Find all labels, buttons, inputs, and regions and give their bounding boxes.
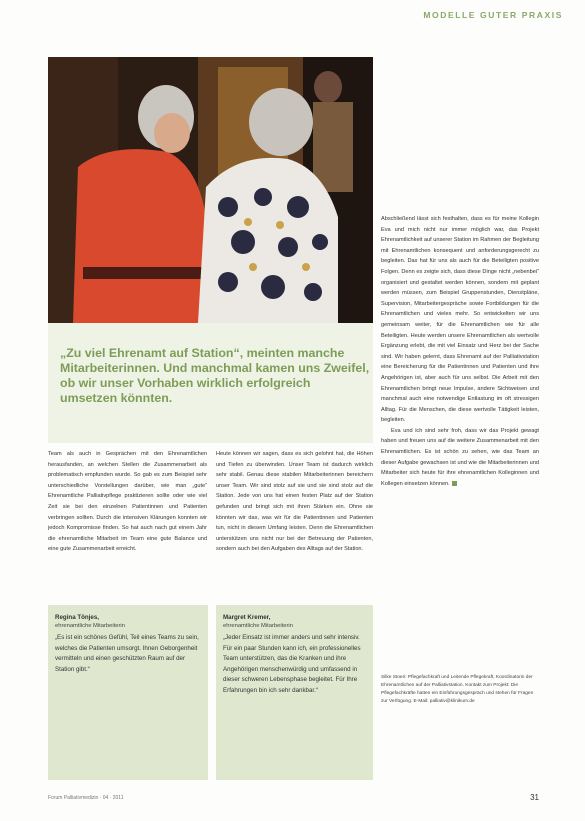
testimonial-role: ehrenamtliche Mitarbeiterin [223, 623, 293, 629]
testimonial-name: Margret Kremer, [223, 614, 271, 621]
body-column-2: Heute können wir sagen, dass es sich gelohnt hat, die Höhen und Tiefen zu überwinden. Unser Team ist dadurch wirklich sehr stabil. Genau diese stabilen Mitarbeiterinnen bereichern unser Team. Wir sind stolz auf sie und sie sind stolz auf die Station. Jede von uns hat einen festen Platz auf der Station gefunden und bringt sich mit ihren Stärken ein. Ohne sie könnten wir das, was wir für die Patientinnen und Patienten tun, nicht in diesem Umfang leisten. Denn die Ehrenamtlichen unterstützen uns nicht nur bei der Betreuung der Patienten, sondern auch bei den Aufgaben des Alltags auf der Station. [216, 451, 373, 553]
body-column-1: Team als auch in Gesprächen mit den Ehrenamtlichen herausfanden, an welchen Stellen die Zusammenarbeit als problematisch empfunden wurde. So gab es zum Beispiel sehr unterschiedliche Vorstellungen darüber, wie man „gute“ Ehrenamtliche Palliativpflege praktizieren sollte oder wie viel Zeit sie bei den einzelnen Patientinnen und Patienten verbringen sollten. Durch die intensiven Klärungen konnten wir jedoch Kompromisse finden. So hat auch nach gut einem Jahr die ehrenamtliche Mitarbeit im Team eine gute Balance und eine gute Zusammenarbeit erreicht. [48, 451, 207, 553]
article-photo [48, 57, 373, 323]
pull-quote: „Zu viel Ehrenamt auf Station“, meinten manche Mitarbeiterinnen. Und manchmal kamen uns Zweifel, ob wir unser Vorhaben wirklich erfolgreich umsetzen könnten. [60, 346, 370, 405]
end-mark [452, 481, 457, 486]
body-column-3-paragraph-2: Eva und ich sind sehr froh, dass wir das Projekt gewagt haben und freuen uns auf die weitere Zusammenarbeit mit den Ehrenamtlichen. Es ist schön zu sehen, wie das Team an dieser Aufgabe gewachsen ist und wie die Mitarbeiterinnen und Mitarbeiter sich heute für ihre ehrenamtlichen Kolleginnen und Kollegen einsetzen können. [381, 427, 539, 487]
testimonial-role: ehrenamtliche Mitarbeiterin [55, 623, 125, 629]
testimonial-text: „Jeder Einsatz ist immer anders und sehr intensiv. Für ein paar Stunden kann ich, ein professionelles Team unterstützen, das die Kranken und ihre Angehörigen menschenwürdig und umfassend in dieser schweren Lebensphase begleitet. Für Ihre Erfahrungen bin ich sehr dankbar.“ [223, 634, 361, 694]
testimonial-name: Regina Tönjes, [55, 614, 100, 621]
testimonial-box-1 [48, 605, 208, 780]
body-column-3-paragraph-1: Abschließend lässt sich festhalten, dass es für meine Kollegin Eva und mich nicht nur immer möglich war, das Projekt Ehrenamtlichkeit auf unserer Station im Rahmen der Begleitung mit Ehrenamtlichen konsequent und anforderungsgerecht zu begleiten. Das hat für uns als auch für die Beteiligten positive Folgen. Denn es zeigte sich, dass diese Dinge nicht „nebenbei“ organisiert und gestaltet werden können, sondern mit geplant werden müssen, zum Beispiel Gruppenstunden, Dienstpläne, Supervision, Mitarbeitergespräche sowie Fortbildungen für die Ehrenamtlichen und vieles mehr. So entwickelten wir uns gemeinsam weiter, für die Ehrenamtlichen wie für alle Beteiligten. Heute werden unsere Ehrenamtlichen als wertvolle Ergänzung erlebt, die mit viel Einsatz und Herz bei der Sache sind. Wir haben gelernt, dass Ehrenamt auf der Palliativstation eine Bereicherung für die Patientinnen und Patienten und ihre Angehörigen ist, aber auch für uns selbst. Die Arbeit mit den Ehrenamtlichen bringt neue Impulse, andere Sichtweisen und manchmal auch eine notwendige Entlastung im oft stressigen Alltag. Für die Menschen, die diese wertvolle Tätigkeit leisten, begleiten. [381, 216, 539, 424]
photo-caption: Silke Stoeri: Pflegefachkraft und Leitende Pflegekraft, Koordinatorin der Ehrenamtlichen auf der Palliativstation. Kontakt zum Projekt: Die Pflegefachkräfte hatten ein Einführungsgespräch und stehen für Fragen zur Verfügung. E-Mail: palliativ@klinikum.de [381, 675, 534, 704]
body-column-3 [381, 214, 539, 489]
photo-two-women [48, 57, 373, 323]
footer-publication: Forum Palliativmedizin · 04 · 2011 [48, 795, 124, 801]
section-heading: MODELLE GUTER PRAXIS [423, 10, 563, 20]
testimonial-text: „Es ist ein schönes Gefühl, Teil eines Teams zu sein, welches die Patienten umsorgt. Ihnen Geborgenheit vermitteln und einen geschützten Raum auf der Station gibt.“ [55, 634, 199, 673]
page-number: 31 [530, 793, 539, 802]
testimonial-box-2 [216, 605, 373, 780]
